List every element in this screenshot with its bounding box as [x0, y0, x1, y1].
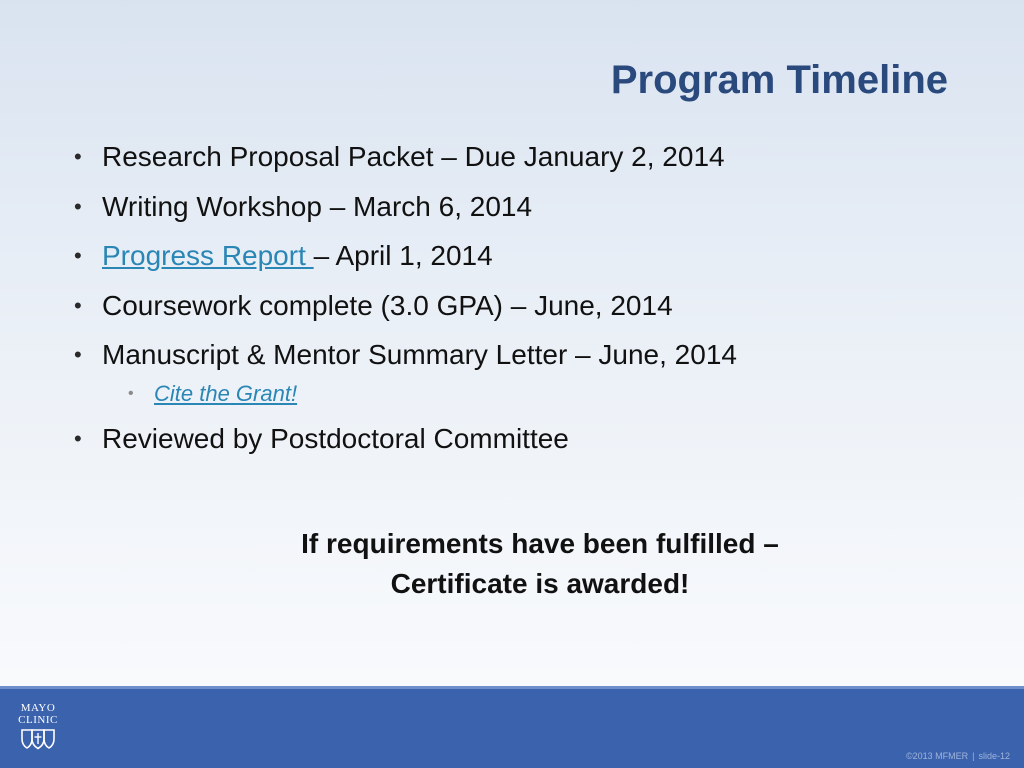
- bullet-item: [74, 422, 974, 456]
- bullet-dot-icon: •: [128, 384, 134, 402]
- bullet-text: Manuscript & Mentor Summary Letter – June, 2014: [102, 339, 737, 370]
- bullet-text: – April 1, 2014: [313, 240, 493, 271]
- mayo-clinic-logo: [12, 702, 64, 750]
- slide-footer: [906, 751, 1010, 761]
- certificate-callout: [200, 524, 880, 604]
- copyright-text: ©2013 MFMER: [905, 751, 969, 761]
- callout-line-2: Certificate is awarded!: [390, 568, 690, 599]
- slide-number: slide-12: [978, 751, 1010, 761]
- bullet-item: [74, 239, 974, 273]
- progress-report-link[interactable]: Progress Report: [102, 240, 314, 271]
- bullet-dot-icon: •: [74, 292, 82, 318]
- bullet-item: [74, 338, 974, 372]
- bullet-item: [74, 289, 974, 323]
- footer-separator: |: [972, 751, 975, 761]
- callout-line-1: If requirements have been fulfilled –: [301, 528, 779, 559]
- bullet-item: [74, 140, 974, 174]
- bullet-text: Reviewed by Postdoctoral Committee: [102, 422, 569, 454]
- bullet-item: [74, 190, 974, 224]
- logo-text-mayo: MAYO: [20, 702, 56, 714]
- bullet-dot-icon: •: [74, 342, 82, 367]
- sub-bullet-item: [74, 380, 974, 408]
- bullet-dot-icon: •: [74, 243, 82, 268]
- bullet-text: Writing Workshop – March 6, 2014: [102, 190, 533, 222]
- mayo-clinic-shields-icon: [20, 728, 56, 750]
- cite-the-grant-link[interactable]: Cite the Grant!: [154, 380, 298, 406]
- bullet-dot-icon: •: [74, 425, 82, 451]
- bullet-text: Coursework complete (3.0 GPA) – June, 2014: [102, 289, 673, 321]
- bullet-list: [74, 140, 974, 471]
- bullet-dot-icon: •: [74, 144, 82, 169]
- logo-text-clinic: CLINIC: [18, 714, 58, 726]
- bullet-dot-icon: •: [74, 193, 82, 219]
- footer-bar: [0, 686, 1024, 768]
- slide-title: Program Timeline: [610, 58, 948, 102]
- bullet-text: Research Proposal Packet – Due January 2, 2014: [102, 141, 725, 172]
